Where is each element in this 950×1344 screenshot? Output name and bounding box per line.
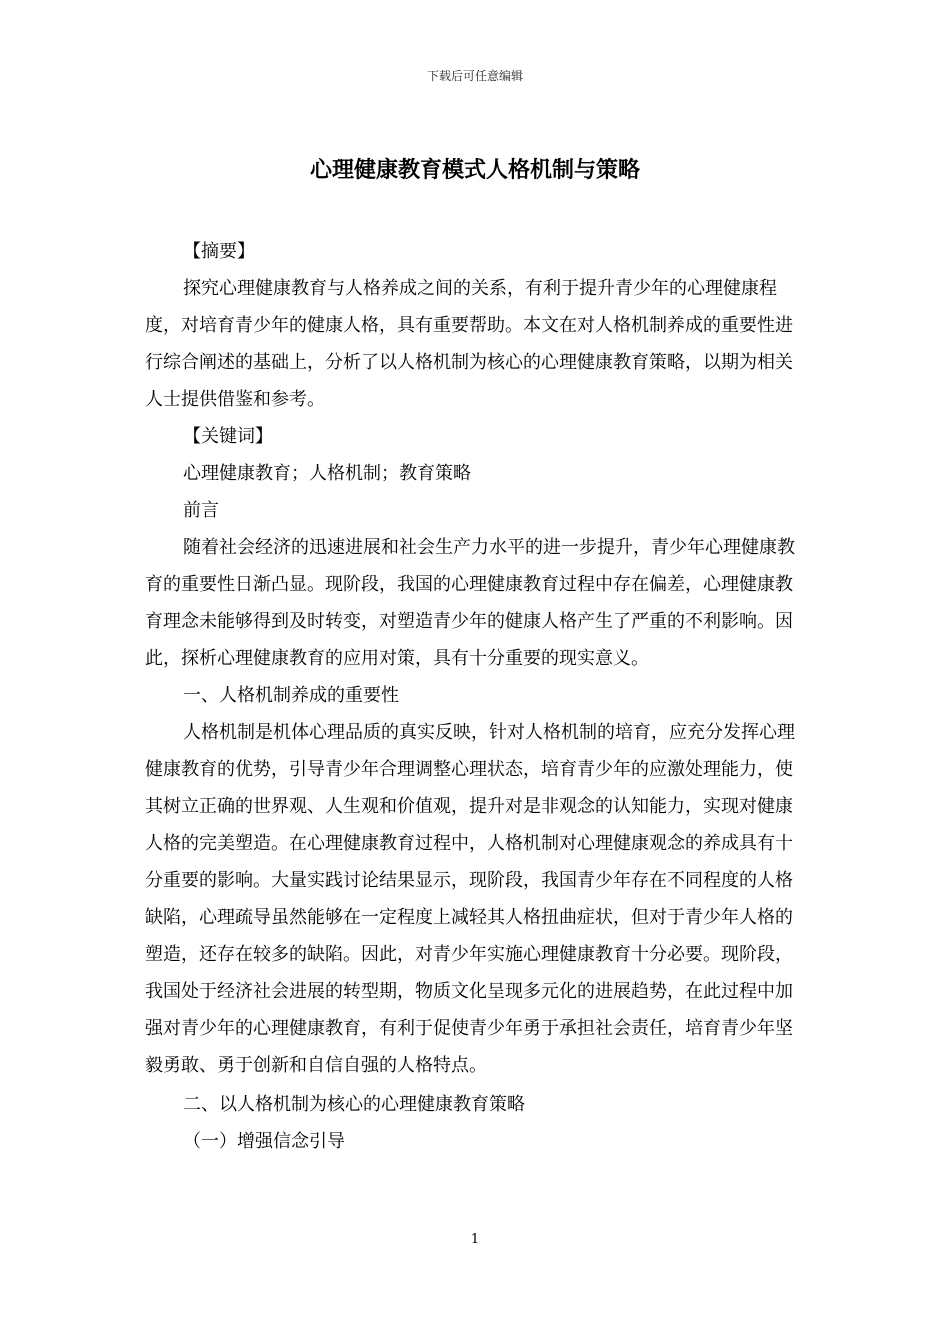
section-1-heading: 一、人格机制养成的重要性 <box>183 685 399 706</box>
keywords-label: 【关键词】 <box>183 426 273 447</box>
header-note: 下载后可任意编辑 <box>426 69 523 83</box>
abstract-label: 【摘要】 <box>183 241 255 262</box>
subsection-1-heading: （一）增强信念引导 <box>183 1131 345 1152</box>
preface-heading: 前言 <box>183 500 219 521</box>
section-1-paragraph: 人格机制是机体心理品质的真实反映，针对人格机制的培育，应充分发挥心理健康教育的优势，引导青少年合理调整心理状态，培育青少年的应激处理能力，使其树立正确的世界观、人生观和价值观，提升对是非观念的认知能力，实现对健康人格的完美塑造。在心理健康教育过程中，人格机制对心理健康观念的养成具有十分重要的影响。大量实践讨论结果显示，现阶段，我国青少年存在不同程度的人格缺陷，心理疏导虽然能够在一定程度上减轻其人格扭曲症状，但对于青少年人格的塑造，还存在较多的缺陷。因此，对青少年实施心理健康教育十分必要。现阶段，我国处于经济社会进展的转型期，物质文化呈现多元化的进展趋势，在此过程中加强对青少年的心理健康教育，有利于促使青少年勇于承担社会责任，培育青少年坚毅勇敢、勇于创新和自信自强的人格特点。 <box>145 722 795 1076</box>
page-number: 1 <box>470 1232 480 1247</box>
section-2-heading: 二、以人格机制为核心的心理健康教育策略 <box>183 1094 525 1115</box>
abstract-paragraph: 探究心理健康教育与人格养成之间的关系，有利于提升青少年的心理健康程度，对培育青少年的健康人格，具有重要帮助。本文在对人格机制养成的重要性进行综合阐述的基础上，分析了以人格机制为核心的心理健康教育策略，以期为相关人士提供借鉴和参考。 <box>145 278 793 410</box>
document-body <box>145 233 810 1160</box>
keywords-paragraph: 心理健康教育；人格机制；教育策略 <box>183 463 471 484</box>
document-title: 心理健康教育模式人格机制与策略 <box>309 158 640 183</box>
preface-paragraph: 随着社会经济的迅速进展和社会生产力水平的进一步提升，青少年心理健康教育的重要性日渐凸显。现阶段，我国的心理健康教育过程中存在偏差，心理健康教育理念未能够得到及时转变，对塑造青少年的健康人格产生了严重的不利影响。因此，探析心理健康教育的应用对策，具有十分重要的现实意义。 <box>145 537 795 669</box>
